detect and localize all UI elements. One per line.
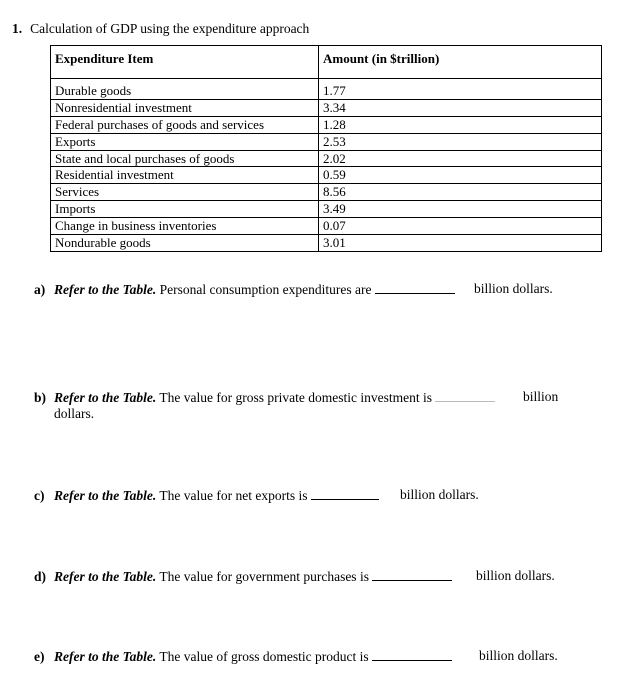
- question-e: [34, 648, 452, 665]
- expenditure-table: [50, 45, 602, 252]
- table-row: [51, 150, 602, 167]
- header-amount: Amount (in $trillion): [319, 46, 602, 79]
- table-row: [51, 201, 602, 218]
- question-b-suffix: billion: [523, 389, 559, 404]
- question-a-text: Personal consumption expenditures are: [159, 282, 372, 297]
- question-b-continuation: dollars.: [54, 406, 95, 421]
- table-row: [51, 235, 602, 252]
- amount-cell: 8.56: [319, 184, 602, 201]
- item-cell: Nonresidential investment: [51, 99, 319, 116]
- item-cell: Services: [51, 184, 319, 201]
- question-c-letter: c): [34, 488, 45, 503]
- table-row: [51, 79, 602, 100]
- header-expenditure-item: Expenditure Item: [51, 46, 319, 79]
- item-cell: Change in business inventories: [51, 218, 319, 235]
- answer-d-blank[interactable]: [372, 568, 452, 581]
- question-b-letter: b): [34, 390, 47, 405]
- table-row: [51, 116, 602, 133]
- amount-cell: 3.34: [319, 99, 602, 116]
- table-header-row: [51, 46, 602, 79]
- table-row: [51, 167, 602, 184]
- table-row: [51, 99, 602, 116]
- item-cell: Federal purchases of goods and services: [51, 116, 319, 133]
- item-cell: State and local purchases of goods: [51, 150, 319, 167]
- question-b: [34, 389, 495, 406]
- question-a-ref: Refer to the Table.: [54, 282, 157, 297]
- question-e-letter: e): [34, 649, 45, 664]
- question-a: [34, 281, 455, 298]
- answer-c-blank[interactable]: [311, 487, 379, 500]
- amount-cell: 1.77: [319, 79, 602, 100]
- question-d: [34, 568, 452, 585]
- answer-a-blank[interactable]: [375, 281, 455, 294]
- question-c-suffix: billion dollars.: [400, 487, 479, 502]
- item-cell: Exports: [51, 133, 319, 150]
- item-cell: Imports: [51, 201, 319, 218]
- table-row: [51, 133, 602, 150]
- question-d-ref: Refer to the Table.: [54, 569, 157, 584]
- item-cell: Durable goods: [51, 79, 319, 100]
- question-c: [34, 487, 379, 504]
- answer-b-blank[interactable]: [435, 389, 495, 402]
- amount-cell: 0.07: [319, 218, 602, 235]
- question-d-suffix: billion dollars.: [476, 568, 555, 583]
- question-b-text: The value for gross private domestic investment is: [159, 390, 432, 405]
- answer-e-blank[interactable]: [372, 648, 452, 661]
- question-number: 1.: [12, 21, 23, 36]
- question-a-letter: a): [34, 282, 46, 297]
- item-cell: Residential investment: [51, 167, 319, 184]
- amount-cell: 3.49: [319, 201, 602, 218]
- table-row: [51, 184, 602, 201]
- question-heading: [12, 21, 309, 37]
- question-title: Calculation of GDP using the expenditure approach: [30, 21, 310, 36]
- amount-cell: 1.28: [319, 116, 602, 133]
- amount-cell: 0.59: [319, 167, 602, 184]
- amount-cell: 2.02: [319, 150, 602, 167]
- question-b-ref: Refer to the Table.: [54, 390, 157, 405]
- question-e-text: The value of gross domestic product is: [159, 649, 369, 664]
- amount-cell: 2.53: [319, 133, 602, 150]
- item-cell: Nondurable goods: [51, 235, 319, 252]
- question-d-text: The value for government purchases is: [159, 569, 369, 584]
- question-a-suffix: billion dollars.: [474, 281, 553, 296]
- question-c-text: The value for net exports is: [159, 488, 308, 503]
- question-d-letter: d): [34, 569, 47, 584]
- table-row: [51, 218, 602, 235]
- question-e-suffix: billion dollars.: [479, 648, 558, 663]
- question-c-ref: Refer to the Table.: [54, 488, 157, 503]
- question-e-ref: Refer to the Table.: [54, 649, 157, 664]
- amount-cell: 3.01: [319, 235, 602, 252]
